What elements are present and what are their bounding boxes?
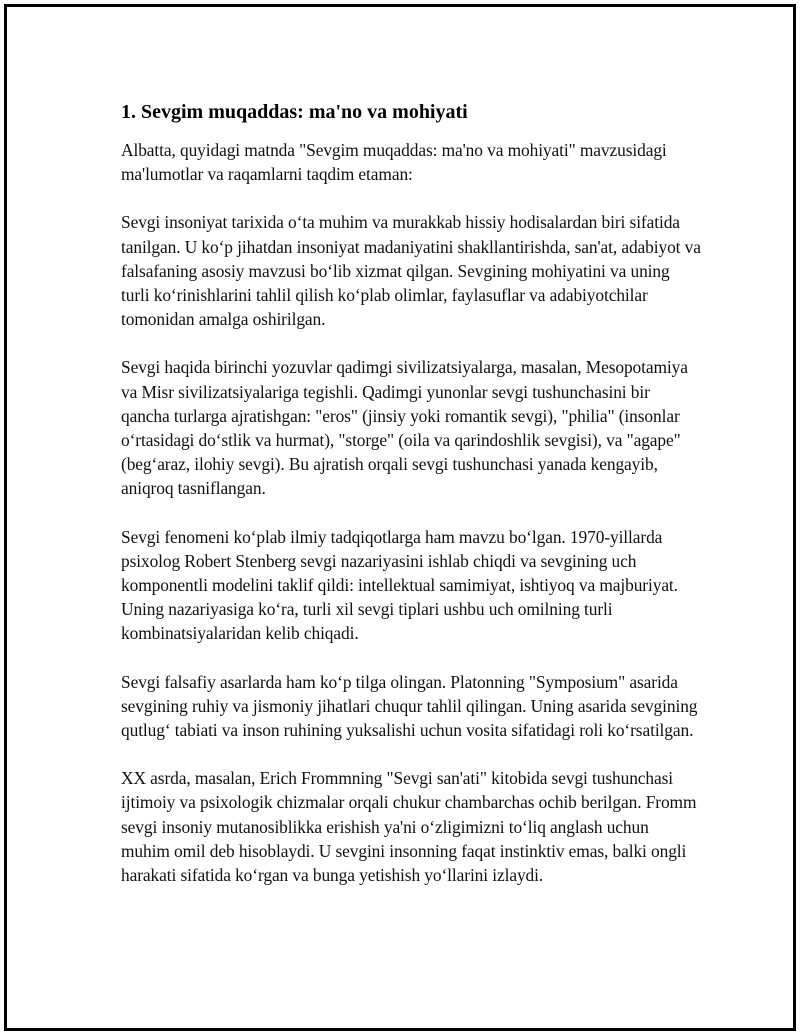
paragraph-5: XX asrda, masalan, Erich Frommning "Sevgi san'ati" kitobida sevgi tushunchasi ijtimoiy va psixologik chizmalar orqali chukur chambarchas ochib berilgan. Fromm sevgi insoniy mutanosiblikka erishish ya'ni oʻzligimizni toʻliq anglash uchun muhim omil deb hisoblaydi. U sevgini insonning faqat instinktiv emas, balki ongli harakati sifatida koʻrgan va bunga yetishish yoʻllarini izlaydi. [121,768,697,886]
paragraph-1: Sevgi insoniyat tarixida oʻta muhim va murakkab hissiy hodisalardan biri sifatida tanilgan. U koʻp jihatdan insoniyat madaniyatini shakllantirishda, san'at, adabiyot va falsafaning asosiy mavzusi boʻlib xizmat qilgan. Sevgining mohiyatini va uning turli koʻrinishlarini tahlil qilish koʻplab olimlar, faylasuflar va adabiyotchilar tomonidan amalga oshirilgan. [121,212,701,330]
paragraph-2: Sevgi haqida birinchi yozuvlar qadimgi sivilizatsiyalarga, masalan, Mesopotamiya va Misr sivilizatsiyalariga tegishli. Qadimgi yunonlar sevgi tushunchasini bir qancha turlarga ajratishgan: "eros" (jinsiy yoki romantik sevgi), "philia" (insonlar oʻrtasidagi doʻstlik va hurmat), "storge" (oila va qarindoshlik sevgisi), va "agape" (begʻaraz, ilohiy sevgi). Bu ajratish orqali sevgi tushunchasi yanada kengayib, aniqroq tasniflangan. [121,357,688,499]
page-frame [4,4,796,1031]
paragraph-intro: Albatta, quyidagi matnda "Sevgim muqaddas: ma'no va mohiyati" mavzusidagi ma'lumotlar va raqamlarni taqdim etaman: [121,140,667,185]
document-body [121,100,701,911]
paragraph-4: Sevgi falsafiy asarlarda ham koʻp tilga olingan. Platonning "Symposium" asarida sevgining ruhiy va jismoniy jihatlari chuqur tahlil qilingan. Uning asarida sevgining qutlugʻ tabiati va inson ruhining yuksalishi uchun vosita sifatidagi roli koʻrsatilgan. [121,671,698,741]
section-heading: 1. Sevgim muqaddas: ma'no va mohiyati [121,101,468,123]
paragraph-3: Sevgi fenomeni koʻplab ilmiy tadqiqotlarga ham mavzu boʻlgan. 1970-yillarda psixolog Robert Stenberg sevgi nazariyasini ishlab chiqdi va sevgining uch komponentli modelini taklif qildi: intellektual samimiyat, ishtiyoq va majburiyat. Uning nazariyasiga koʻra, turli xil sevgi tiplari ushbu uch omilning turli kombinatsiyalaridan kelib chiqadi. [121,526,678,644]
